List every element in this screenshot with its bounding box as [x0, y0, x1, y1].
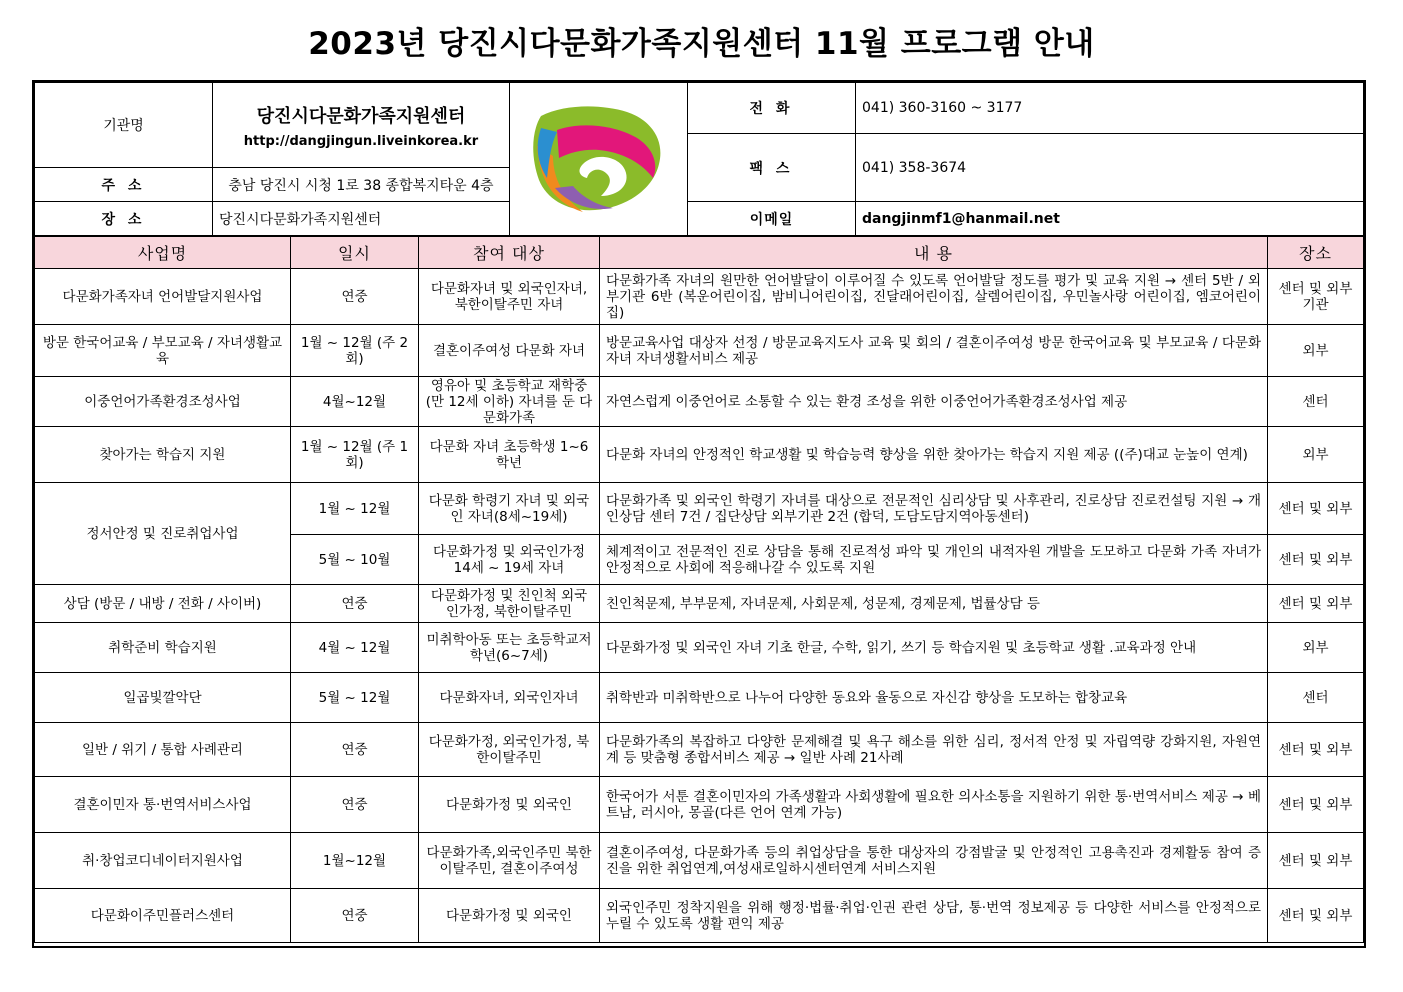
program-name: 이중언어가족환경조성사업	[35, 377, 291, 427]
program-place: 센터 및 외부	[1268, 535, 1364, 585]
org-info-table	[34, 82, 1364, 236]
program-content: 외국인주민 정착지원을 위해 행정·법률·취업·인권 관련 상담, 통·번역 정보제공 등 다양한 서비스를 안정적으로 누릴 수 있도록 생활 편익 제공	[600, 889, 1268, 943]
table-row	[35, 673, 1364, 723]
program-content: 방문교육사업 대상자 선정 / 방문교육지도사 교육 및 회의 / 결혼이주여성 방문 한국어교육 및 부모교육 / 다문화 자녀 자녀생활서비스 제공	[600, 325, 1268, 377]
program-name: 취·창업코디네이터지원사업	[35, 833, 291, 889]
address-label: 주 소	[35, 168, 213, 202]
program-date: 4월 ~ 12월	[291, 623, 419, 673]
program-place: 센터 및 외부	[1268, 889, 1364, 943]
program-place: 센터 및 외부	[1268, 723, 1364, 777]
table-row	[35, 623, 1364, 673]
table-row	[35, 483, 1364, 535]
page-title: 2023년 당진시다문화가족지원센터 11월 프로그램 안내	[308, 26, 1095, 62]
program-target: 결혼이주여성 다문화 자녀	[419, 325, 600, 377]
program-target: 다문화 학령기 자녀 및 외국인 자녀(8세~19세)	[419, 483, 600, 535]
program-date: 연중	[291, 777, 419, 833]
program-name: 일반 / 위기 / 통합 사례관리	[35, 723, 291, 777]
program-target: 영유아 및 초등학교 재학중(만 12세 이하) 자녀를 둔 다문화가족	[419, 377, 600, 427]
org-name: 당진시다문화가족지원센터	[256, 105, 466, 127]
program-target: 다문화 자녀 초등학생 1~6학년	[419, 427, 600, 483]
header-date: 일시	[291, 237, 419, 269]
header-target: 참여 대상	[419, 237, 600, 269]
program-date: 1월 ~ 12월	[291, 483, 419, 535]
program-target: 다문화가정, 외국인가정, 북한이탈주민	[419, 723, 600, 777]
program-name: 정서안정 및 진로취업사업	[35, 483, 291, 585]
header-name: 사업명	[35, 237, 291, 269]
program-name: 취학준비 학습지원	[35, 623, 291, 673]
program-name: 결혼이민자 통·번역서비스사업	[35, 777, 291, 833]
program-content: 친인척문제, 부부문제, 자녀문제, 사회문제, 성문제, 경제문제, 법률상담 등	[600, 585, 1268, 623]
table-row	[35, 269, 1364, 325]
program-content: 다문화가정 및 외국인 자녀 기초 한글, 수학, 읽기, 쓰기 등 학습지원 및 초등학교 생활 .교육과정 안내	[600, 623, 1268, 673]
program-date: 연중	[291, 269, 419, 325]
program-target: 다문화가정 및 외국인가정 14세 ~ 19세 자녀	[419, 535, 600, 585]
program-name: 일곱빛깔악단	[35, 673, 291, 723]
program-place: 센터	[1268, 377, 1364, 427]
phone-value: 041) 360-3160 ~ 3177	[856, 83, 1364, 134]
center-logo	[529, 98, 669, 216]
program-content: 다문화가족 및 외국인 학령기 자녀를 대상으로 전문적인 심리상담 및 사후관리, 진로상담 진로컨설팅 지원 → 개인상담 센터 7건 / 집단상담 외부기관 2건 (합덕, 도담도담지역아동센터)	[600, 483, 1268, 535]
email-label: 이메일	[688, 202, 856, 236]
org-url[interactable]: http://dangjingun.liveinkorea.kr	[243, 133, 479, 149]
table-row	[35, 777, 1364, 833]
program-content: 한국어가 서툰 결혼이민자의 가족생활과 사회생활에 필요한 의사소통을 지원하기 위한 통·번역서비스 제공 → 베트남, 러시아, 몽골(다른 언어 연계 가능)	[600, 777, 1268, 833]
program-place: 센터 및 외부	[1268, 483, 1364, 535]
program-date: 연중	[291, 723, 419, 777]
program-target: 다문화가족,외국인주민 북한이탈주민, 결혼이주여성	[419, 833, 600, 889]
program-name: 상담 (방문 / 내방 / 전화 / 사이버)	[35, 585, 291, 623]
program-date: 4월~12월	[291, 377, 419, 427]
logo-cell	[510, 83, 688, 236]
program-name: 다문화가족자녀 언어발달지원사업	[35, 269, 291, 325]
table-row	[35, 427, 1364, 483]
org-label: 기관명	[35, 83, 213, 168]
program-place: 센터 및 외부	[1268, 777, 1364, 833]
program-date: 연중	[291, 889, 419, 943]
program-date: 1월 ~ 12월 (주 2회)	[291, 325, 419, 377]
program-name: 찾아가는 학습지 지원	[35, 427, 291, 483]
program-content: 다문화가족의 복잡하고 다양한 문제해결 및 욕구 해소를 위한 심리, 정서적 안정 및 자립역량 강화지원, 자원연계 등 맞춤형 종합서비스 제공 → 일반 사례 21사례	[600, 723, 1268, 777]
program-date: 5월 ~ 12월	[291, 673, 419, 723]
header-content: 내 용	[600, 237, 1268, 269]
header-place: 장소	[1268, 237, 1364, 269]
program-target: 다문화자녀, 외국인자녀	[419, 673, 600, 723]
fax-label: 팩 스	[688, 134, 856, 202]
org-name-cell	[213, 83, 510, 168]
program-target: 다문화가정 및 외국인	[419, 777, 600, 833]
program-target: 미취학아동 또는 초등학교저학년(6~7세)	[419, 623, 600, 673]
phone-label: 전 화	[688, 83, 856, 134]
program-date: 1월 ~ 12월 (주 1회)	[291, 427, 419, 483]
header-row	[35, 237, 1364, 269]
program-target: 다문화가정 및 친인척 외국인가정, 북한이탈주민	[419, 585, 600, 623]
program-target: 다문화자녀 및 외국인자녀, 북한이탈주민 자녀	[419, 269, 600, 325]
address-value: 충남 당진시 시청 1로 38 종합복지타운 4층	[213, 168, 510, 202]
program-date: 연중	[291, 585, 419, 623]
program-name: 다문화이주민플러스센터	[35, 889, 291, 943]
program-name: 방문 한국어교육 / 부모교육 / 자녀생활교육	[35, 325, 291, 377]
program-sheet	[32, 80, 1366, 948]
program-table	[34, 236, 1364, 943]
program-date: 5월 ~ 10월	[291, 535, 419, 585]
program-place: 외부	[1268, 427, 1364, 483]
program-content: 자연스럽게 이중언어로 소통할 수 있는 환경 조성을 위한 이중언어가족환경조성사업 제공	[600, 377, 1268, 427]
program-place: 외부	[1268, 623, 1364, 673]
program-place: 센터 및 외부	[1268, 585, 1364, 623]
program-date: 1월~12월	[291, 833, 419, 889]
program-target: 다문화가정 및 외국인	[419, 889, 600, 943]
place-value: 당진시다문화가족지원센터	[213, 202, 510, 236]
program-place: 센터	[1268, 673, 1364, 723]
fax-value: 041) 358-3674	[856, 134, 1364, 202]
program-content: 다문화 자녀의 안정적인 학교생활 및 학습능력 향상을 위한 찾아가는 학습지 지원 제공 ((주)대교 눈높이 연계)	[600, 427, 1268, 483]
table-row	[35, 833, 1364, 889]
program-content: 다문화가족 자녀의 원만한 언어발달이 이루어질 수 있도록 언어발달 정도를 평가 및 교육 지원 → 센터 5반 / 외부기관 6반 (복운어린이집, 밤비니어린이집, 진달래어린이집, 살렘어린이집, 우민놀사랑 어린이집, 엠코어린이집)	[600, 269, 1268, 325]
table-row	[35, 585, 1364, 623]
program-content: 취학반과 미취학반으로 나누어 다양한 동요와 율동으로 자신감 향상을 도모하는 합창교육	[600, 673, 1268, 723]
email-value[interactable]: dangjinmf1@hanmail.net	[856, 202, 1364, 236]
place-label: 장 소	[35, 202, 213, 236]
program-place: 센터 및 외부기관	[1268, 269, 1364, 325]
program-content: 체계적이고 전문적인 진로 상담을 통해 진로적성 파악 및 개인의 내적자원 개발을 도모하고 다문화 가족 자녀가 안정적으로 사회에 적응해나갈 수 있도록 지원	[600, 535, 1268, 585]
program-place: 외부	[1268, 325, 1364, 377]
table-row	[35, 723, 1364, 777]
table-row	[35, 325, 1364, 377]
program-content: 결혼이주여성, 다문화가족 등의 취업상담을 통한 대상자의 강점발굴 및 안정적인 고용촉진과 경제활동 참여 증진을 위한 취업연계,여성새로일하시센터연계 서비스지원	[600, 833, 1268, 889]
table-row	[35, 377, 1364, 427]
program-place: 센터 및 외부	[1268, 833, 1364, 889]
table-row	[35, 889, 1364, 943]
